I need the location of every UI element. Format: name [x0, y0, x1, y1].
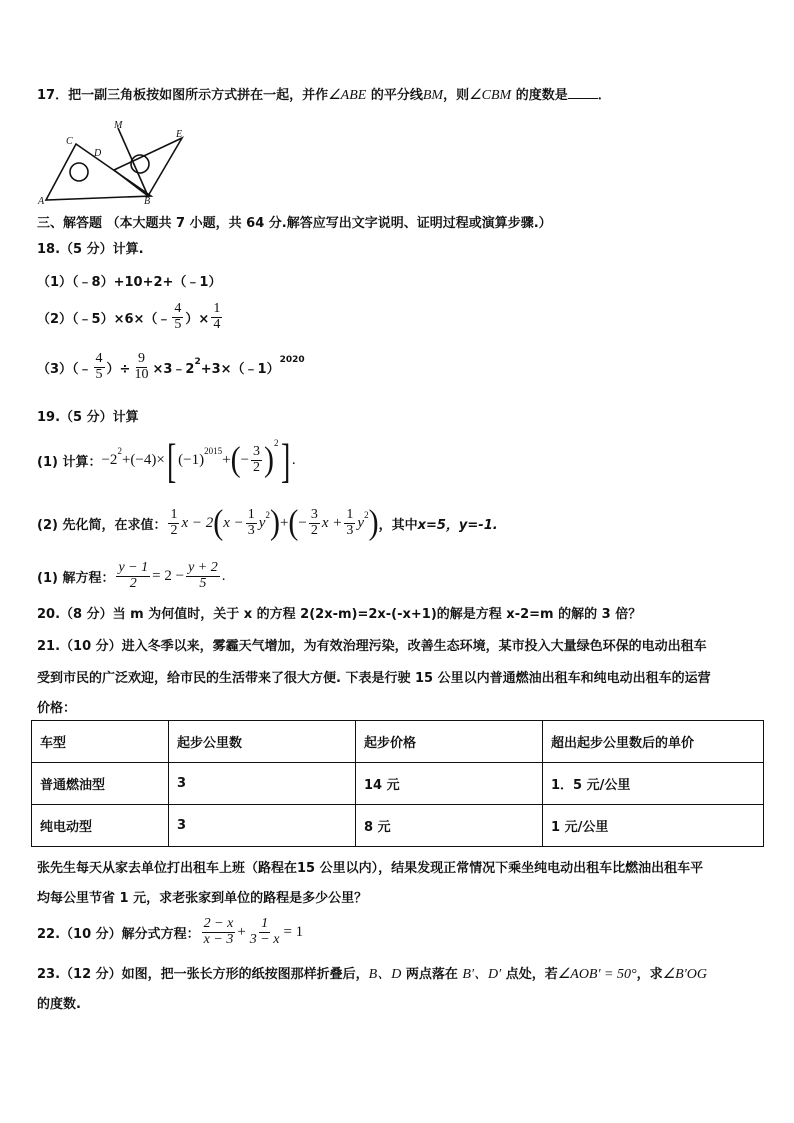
q19-p2-f: x +: [321, 514, 343, 531]
q23-angle2: ∠B′OG: [662, 967, 707, 982]
q19-p2-label: (2) 先化简，在求值：: [37, 517, 167, 533]
label-c: C: [66, 136, 73, 147]
q23-prefix: 23.（12 分）如图，把一张长方形的纸按图那样折叠后，: [37, 967, 369, 982]
fraction-den: 2: [310, 522, 318, 538]
q19-p1-e: −: [240, 451, 250, 468]
label-b: B: [144, 196, 151, 206]
table-header-cell: 起步公里数: [169, 721, 356, 763]
q22-text: [37, 910, 764, 954]
q19-p1-label: (1) 计算：: [37, 454, 102, 470]
triangle-ruler-figure: [36, 118, 196, 206]
table-header-cell: 车型: [32, 721, 169, 763]
table-header-row: [32, 721, 764, 763]
q17-suffix: 的度数是: [511, 88, 568, 103]
fraction-num: 2 − x: [203, 915, 234, 931]
fraction-num: 4: [174, 300, 182, 316]
q23-bp: B′、D′: [462, 967, 502, 982]
q23-line2: 的度数.: [37, 997, 81, 1012]
left-paren: (: [288, 503, 299, 542]
q17-mid1: 的平分线: [366, 88, 423, 103]
q23-mid: 两点落在: [401, 967, 463, 982]
fraction: [246, 508, 257, 538]
q19-p3-a: = 2 −: [152, 567, 185, 584]
q19-p2-d: +: [279, 514, 289, 531]
fraction-den: 2: [170, 522, 178, 538]
table-cell: 3: [169, 805, 356, 847]
fraction: [248, 917, 282, 947]
label-a: A: [38, 196, 45, 206]
q19-p2-g: y: [357, 514, 365, 531]
q23-line1: [37, 963, 764, 983]
q19-p1-b: +(−4)×: [121, 451, 165, 468]
q23-mid3: ，求: [636, 967, 663, 982]
q18-p3-a: （3）（﹣: [37, 361, 92, 377]
q19-p3-label: (1) 解方程：: [37, 570, 115, 586]
q22-eq: = 1: [283, 923, 304, 940]
exponent: 2: [274, 438, 279, 448]
fraction: [202, 917, 236, 947]
q18-part1: （1）（﹣8）+10+2+（﹣1）: [37, 275, 222, 290]
fraction-num: 1: [247, 506, 255, 522]
q19-p2-h: ，其中: [378, 517, 418, 533]
q17-angle-cbm: ∠CBM: [469, 88, 512, 103]
fraction: [116, 561, 150, 591]
q17-angle-abe: ∠ABE: [328, 88, 367, 103]
q23-angle: ∠AOB′ = 50°: [557, 967, 637, 982]
fraction-num: 9: [137, 350, 145, 366]
q19-p1-end: .: [291, 451, 296, 468]
section3-title: 三、解答题 （本大题共 7 小题，共 64 分.解答应写出文字说明、证明过程或演算步骤.）: [37, 216, 552, 231]
q18-p2-b: ）×: [185, 311, 210, 327]
table-row: [32, 805, 764, 847]
bisector-bm: [118, 128, 148, 196]
q19-header: 19.（5 分）计算: [37, 410, 139, 425]
label-e: E: [176, 129, 183, 140]
q18-p3-c: ×3﹣2: [152, 361, 195, 377]
fraction: [168, 508, 179, 538]
fraction-num: 1: [170, 506, 178, 522]
label-m: M: [114, 120, 123, 131]
fraction: [132, 352, 150, 382]
q18-p3-b: ）÷: [106, 361, 131, 377]
fraction-den: 4: [213, 316, 221, 332]
q17-text: [37, 84, 764, 104]
table-cell: 普通燃油型: [32, 763, 169, 805]
fraction: [94, 352, 105, 382]
right-bracket: ]: [280, 433, 290, 487]
table-cell: 1．5 元/公里: [543, 763, 764, 805]
q18-header: 18.（5 分）计算.: [37, 242, 144, 257]
q18-p3-d: +3×（﹣1）: [200, 361, 280, 377]
answer-blank: [568, 86, 598, 99]
fraction: [186, 561, 220, 591]
left-paren: (: [213, 503, 224, 542]
q19-part2: [37, 498, 764, 548]
table-header-cell: 起步价格: [356, 721, 543, 763]
q17-mid2: ，则: [443, 88, 470, 103]
fraction-den: 5: [95, 366, 103, 382]
q20-text: 20.（8 分）当 m 为何值时，关于 x 的方程 2(2x-m)=2x-(-x+1)的解是方程 x-2=m 的解的 3 倍？: [37, 607, 642, 622]
table-cell: 1 元/公里: [543, 805, 764, 847]
fraction-den: 5: [199, 575, 207, 591]
left-paren: (: [230, 440, 241, 479]
fraction-den: 3: [346, 522, 354, 538]
table-cell: 8 元: [356, 805, 543, 847]
q21-after1: 张先生每天从家去单位打出租车上班（路程在15 公里以内），结果发现正常情况下乘坐纯电动出租车比燃油出租车平: [37, 861, 704, 876]
table-cell: 纯电动型: [32, 805, 169, 847]
fraction-num: 3: [253, 443, 261, 459]
q19-p2-a: x − 2: [181, 514, 214, 531]
fraction-den: 3: [247, 522, 255, 538]
q22-prefix: 22.（10 分）解分式方程：: [37, 926, 200, 942]
q19-part1: [37, 432, 764, 488]
fraction-den: 2: [253, 459, 261, 475]
left-bracket: [: [166, 433, 177, 487]
exponent: 2020: [279, 355, 305, 365]
q19-p1-a: −2: [101, 451, 118, 468]
q21-line3: 价格：: [37, 701, 77, 716]
fraction: [309, 508, 320, 538]
exponent: 2: [364, 510, 369, 520]
right-paren: ): [269, 503, 280, 542]
q18-part2: [37, 297, 764, 337]
fraction-den: 10: [134, 366, 149, 382]
right-paren: ): [264, 440, 275, 479]
fraction-den: 5: [174, 316, 182, 332]
price-table: [31, 720, 764, 847]
q18-part3: [37, 347, 764, 387]
fraction-den: 2: [129, 575, 137, 591]
q19-p2-cond: x=5，y=-1.: [417, 517, 498, 533]
table-cell: 3: [169, 763, 356, 805]
q19-part3: [37, 555, 764, 597]
q19-p3-end: .: [221, 567, 226, 584]
q17-prefix: 17．把一副三角板按如图所示方式拼在一起，并作: [37, 88, 329, 103]
exponent: 2015: [204, 446, 223, 456]
fraction: [211, 302, 222, 332]
fraction-num: y + 2: [188, 559, 218, 575]
table-header-cell: 超出起步公里数后的单价: [543, 721, 764, 763]
table-row: [32, 763, 764, 805]
exponent: 2: [117, 446, 122, 456]
q19-p2-b: x −: [223, 514, 244, 531]
q18-p2-a: （2）（﹣5）×6×（﹣: [37, 311, 171, 327]
fraction-num: y − 1: [118, 559, 149, 575]
q23-mid2: 点处，若: [501, 967, 558, 982]
q19-p2-e: −: [298, 514, 307, 531]
fraction-num: 1: [346, 506, 354, 522]
q21-line1: 21.（10 分）进入冬季以来，雾霾天气增加，为有效治理污染，改善生态环境，某市投入大量绿色环保的电动出租车: [37, 639, 707, 654]
q21-line2: 受到市民的广泛欢迎，给市民的生活带来了很大方便. 下表是行驶 15 公里以内普通燃油出租车和纯电动出租车的运营: [37, 671, 711, 686]
exponent: 2: [265, 510, 270, 520]
fraction-num: 1: [213, 300, 221, 316]
q19-p2-c: y: [258, 514, 266, 531]
fraction: [344, 508, 355, 538]
q23-bd: B、D: [368, 967, 402, 982]
q17-end: ．: [597, 88, 611, 103]
fraction-den: x − 3: [203, 931, 234, 947]
label-d: D: [94, 148, 102, 159]
q19-p1-d: +: [222, 451, 231, 468]
q21-after2: 均每公里节省 1 元，求老张家到单位的路程是多少公里？: [37, 891, 368, 906]
q17-bm: BM: [422, 88, 444, 103]
triangle-hole-left: [70, 163, 88, 181]
right-paren: ): [368, 503, 379, 542]
fraction-num: 4: [95, 350, 103, 366]
fraction: [251, 445, 262, 475]
fraction-den: 3 − x: [249, 931, 280, 947]
fraction-num: 3: [310, 506, 318, 522]
table-cell: 14 元: [356, 763, 543, 805]
exponent: 2: [194, 357, 201, 367]
q22-plus: +: [237, 923, 246, 940]
fraction: [172, 302, 183, 332]
q19-p1-c: (−1): [178, 451, 205, 468]
fraction-num: 1: [261, 915, 269, 931]
